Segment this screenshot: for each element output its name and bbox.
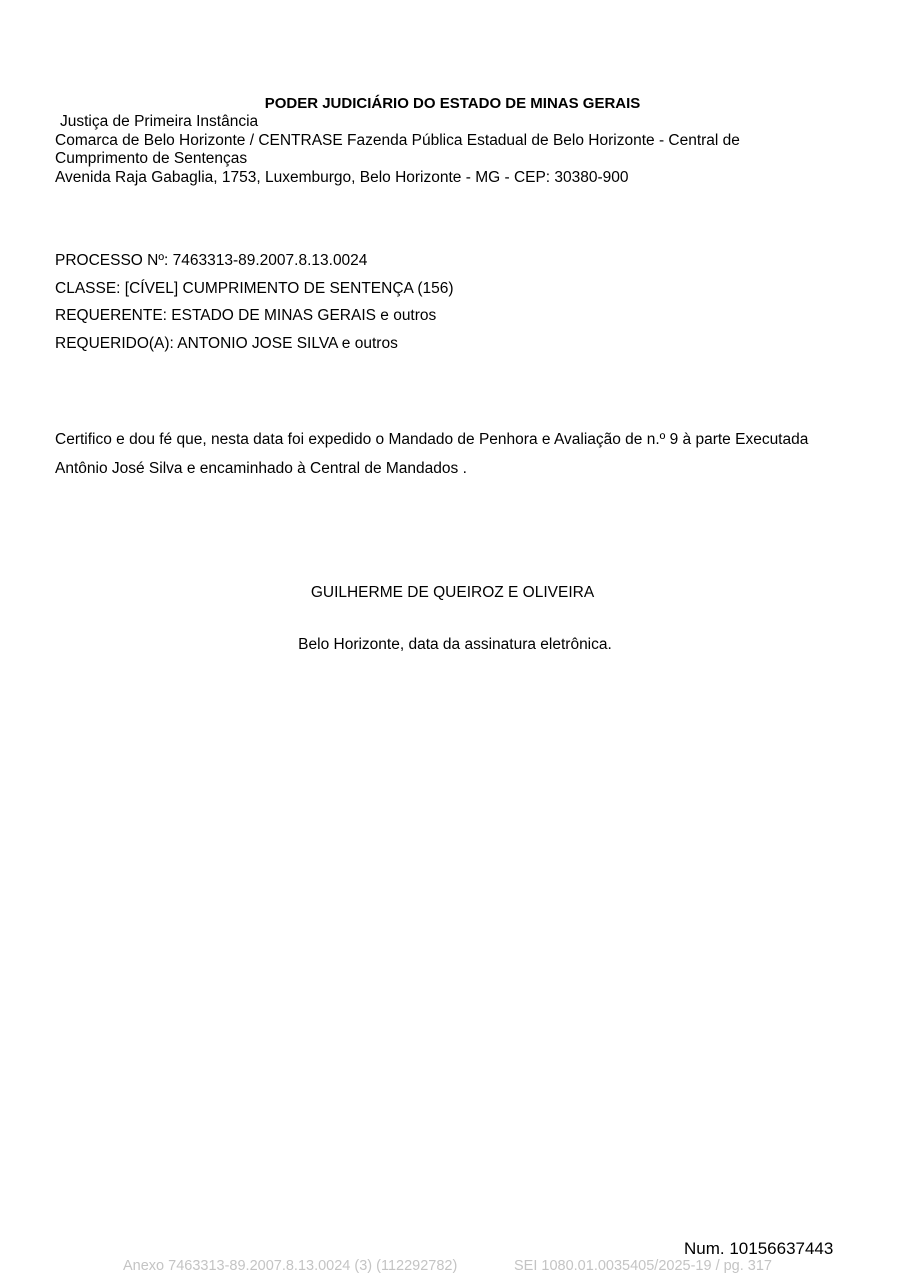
court-title: PODER JUDICIÁRIO DO ESTADO DE MINAS GERAIS [264,95,641,112]
comarca-line-continued: Cumprimento de Sentenças [55,150,248,167]
comarca-line: Comarca de Belo Horizonte / CENTRASE Fazenda Pública Estadual de Belo Horizonte - Central de [55,131,740,149]
sei-reference: SEI 1080.01.0035405/2025-19 / pg. 317 [514,1258,772,1274]
requerido: REQUERIDO(A): ANTONIO JOSE SILVA e outros [55,334,398,352]
process-number: PROCESSO Nº: 7463313-89.2007.8.13.0024 [55,252,368,269]
court-header [55,113,835,187]
process-metadata [55,247,454,357]
certification-text: Certifico e dou fé que, nesta data foi expedido o Mandado de Penhora e Avaliação de n.º 9 à parte Executada Antônio José Silva e encaminhado à Central de Mandados . [55,431,809,477]
annex-reference: Anexo 7463313-89.2007.8.13.0024 (3) (112292782) [123,1258,458,1274]
signer-name: GUILHERME DE QUEIROZ E OLIVEIRA [310,584,595,601]
requerente: REQUERENTE: ESTADO DE MINAS GERAIS e outros [55,307,437,324]
instance-line: Justiça de Primeira Instância [60,113,259,130]
document-number: Num. 10156637443 [684,1239,834,1258]
address-line: Avenida Raja Gabaglia, 1753, Luxemburgo, Belo Horizonte - MG - CEP: 30380-900 [55,168,629,186]
process-class: CLASSE: [CÍVEL] CUMPRIMENTO DE SENTENÇA (156) [55,279,454,297]
place-date: Belo Horizonte, data da assinatura eletrônica. [298,636,612,653]
